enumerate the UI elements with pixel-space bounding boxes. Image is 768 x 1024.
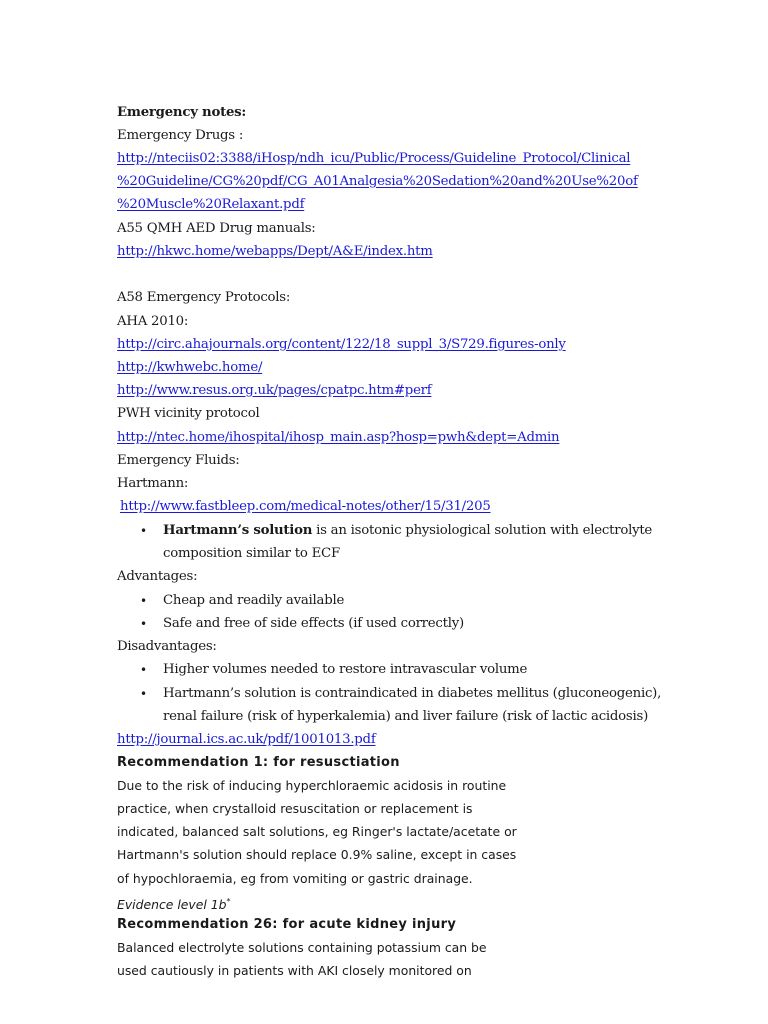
bullet-icon: • xyxy=(140,617,148,631)
recommendation-1-text: of hypochloraemia, eg from vomiting or gastric drainage. xyxy=(117,871,473,886)
evidence-level xyxy=(117,894,230,913)
bullet-icon: • xyxy=(140,524,148,538)
bullet-icon: • xyxy=(140,687,148,701)
bullet-icon: • xyxy=(140,663,148,677)
a58-protocols-label: A58 Emergency Protocols: xyxy=(117,290,291,305)
recommendation-1-text: indicated, balanced salt solutions, eg Ringer's lactate/acetate or xyxy=(117,824,517,839)
advantages-label: Advantages: xyxy=(117,569,198,584)
hartmann-definition-text: is an isotonic physiological solution with electrolyte xyxy=(312,523,653,538)
emergency-drugs-label: Emergency Drugs : xyxy=(117,128,244,143)
recommendation-26-text: used cautiously in patients with AKI closely monitored on xyxy=(117,963,472,978)
disadvantages-label: Disadvantages: xyxy=(117,639,217,654)
advantage-item: Safe and free of side effects (if used correctly) xyxy=(163,616,464,631)
page-heading: Emergency notes: xyxy=(117,105,247,120)
fastbleep-link[interactable]: http://www.fastbleep.com/medical-notes/other/15/31/205 xyxy=(120,499,491,514)
emergency-fluids-label: Emergency Fluids: xyxy=(117,453,240,468)
hartmann-label: Hartmann: xyxy=(117,476,189,491)
a55-drug-manuals-link[interactable]: http://hkwc.home/webapps/Dept/A&E/index.htm xyxy=(117,244,433,259)
hartmann-definition-term: Hartmann’s solution xyxy=(163,523,313,538)
recommendation-26-text: Balanced electrolyte solutions containing potassium can be xyxy=(117,940,487,955)
resus-council-link[interactable]: http://www.resus.org.uk/pages/cpatpc.htm#perf xyxy=(117,383,432,398)
ntec-admin-link[interactable]: http://ntec.home/ihospital/ihosp_main.asp?hosp=pwh&dept=Admin xyxy=(117,430,560,445)
disadvantage-item: Higher volumes needed to restore intravascular volume xyxy=(163,662,528,677)
disadvantage-item: Hartmann’s solution is contraindicated in diabetes mellitus (gluconeogenic), xyxy=(163,686,662,701)
hartmann-definition-line-1 xyxy=(163,523,652,539)
recommendation-1-text: Hartmann's solution should replace 0.9% saline, except in cases xyxy=(117,847,517,862)
drugs-guideline-link-line-1[interactable]: http://nteciis02:3388/iHosp/ndh_icu/Public/Process/Guideline_Protocol/Clinical xyxy=(117,151,631,166)
recommendation-1-text: Due to the risk of inducing hyperchloraemic acidosis in routine xyxy=(117,778,507,793)
evidence-level-text: Evidence level 1b xyxy=(117,897,227,913)
recommendation-26-title: Recommendation 26: for acute kidney injury xyxy=(117,917,457,932)
kwh-web-link[interactable]: http://kwhwebc.home/ xyxy=(117,360,263,375)
pwh-protocol-label: PWH vicinity protocol xyxy=(117,406,260,421)
evidence-level-mark: * xyxy=(226,897,231,906)
drugs-guideline-link-line-3[interactable]: %20Muscle%20Relaxant.pdf xyxy=(117,197,305,212)
a55-drug-manuals-label: A55 QMH AED Drug manuals: xyxy=(117,221,316,236)
ics-journal-link[interactable]: http://journal.ics.ac.uk/pdf/1001013.pdf xyxy=(117,732,376,747)
advantage-item: Cheap and readily available xyxy=(163,593,345,608)
drugs-guideline-link-line-2[interactable]: %20Guideline/CG%20pdf/CG_A01Analgesia%20Sedation%20and%20Use%20of xyxy=(117,174,638,189)
recommendation-1-title: Recommendation 1: for resusctiation xyxy=(117,755,400,770)
aha-journal-link[interactable]: http://circ.ahajournals.org/content/122/18_suppl_3/S729.figures-only xyxy=(117,337,566,352)
disadvantage-item-continuation: renal failure (risk of hyperkalemia) and liver failure (risk of lactic acidosis) xyxy=(163,709,649,724)
bullet-icon: • xyxy=(140,594,148,608)
recommendation-1-text: practice, when crystalloid resuscitation or replacement is xyxy=(117,801,473,816)
aha-2010-label: AHA 2010: xyxy=(117,314,189,329)
hartmann-definition-line-2: composition similar to ECF xyxy=(163,546,340,561)
